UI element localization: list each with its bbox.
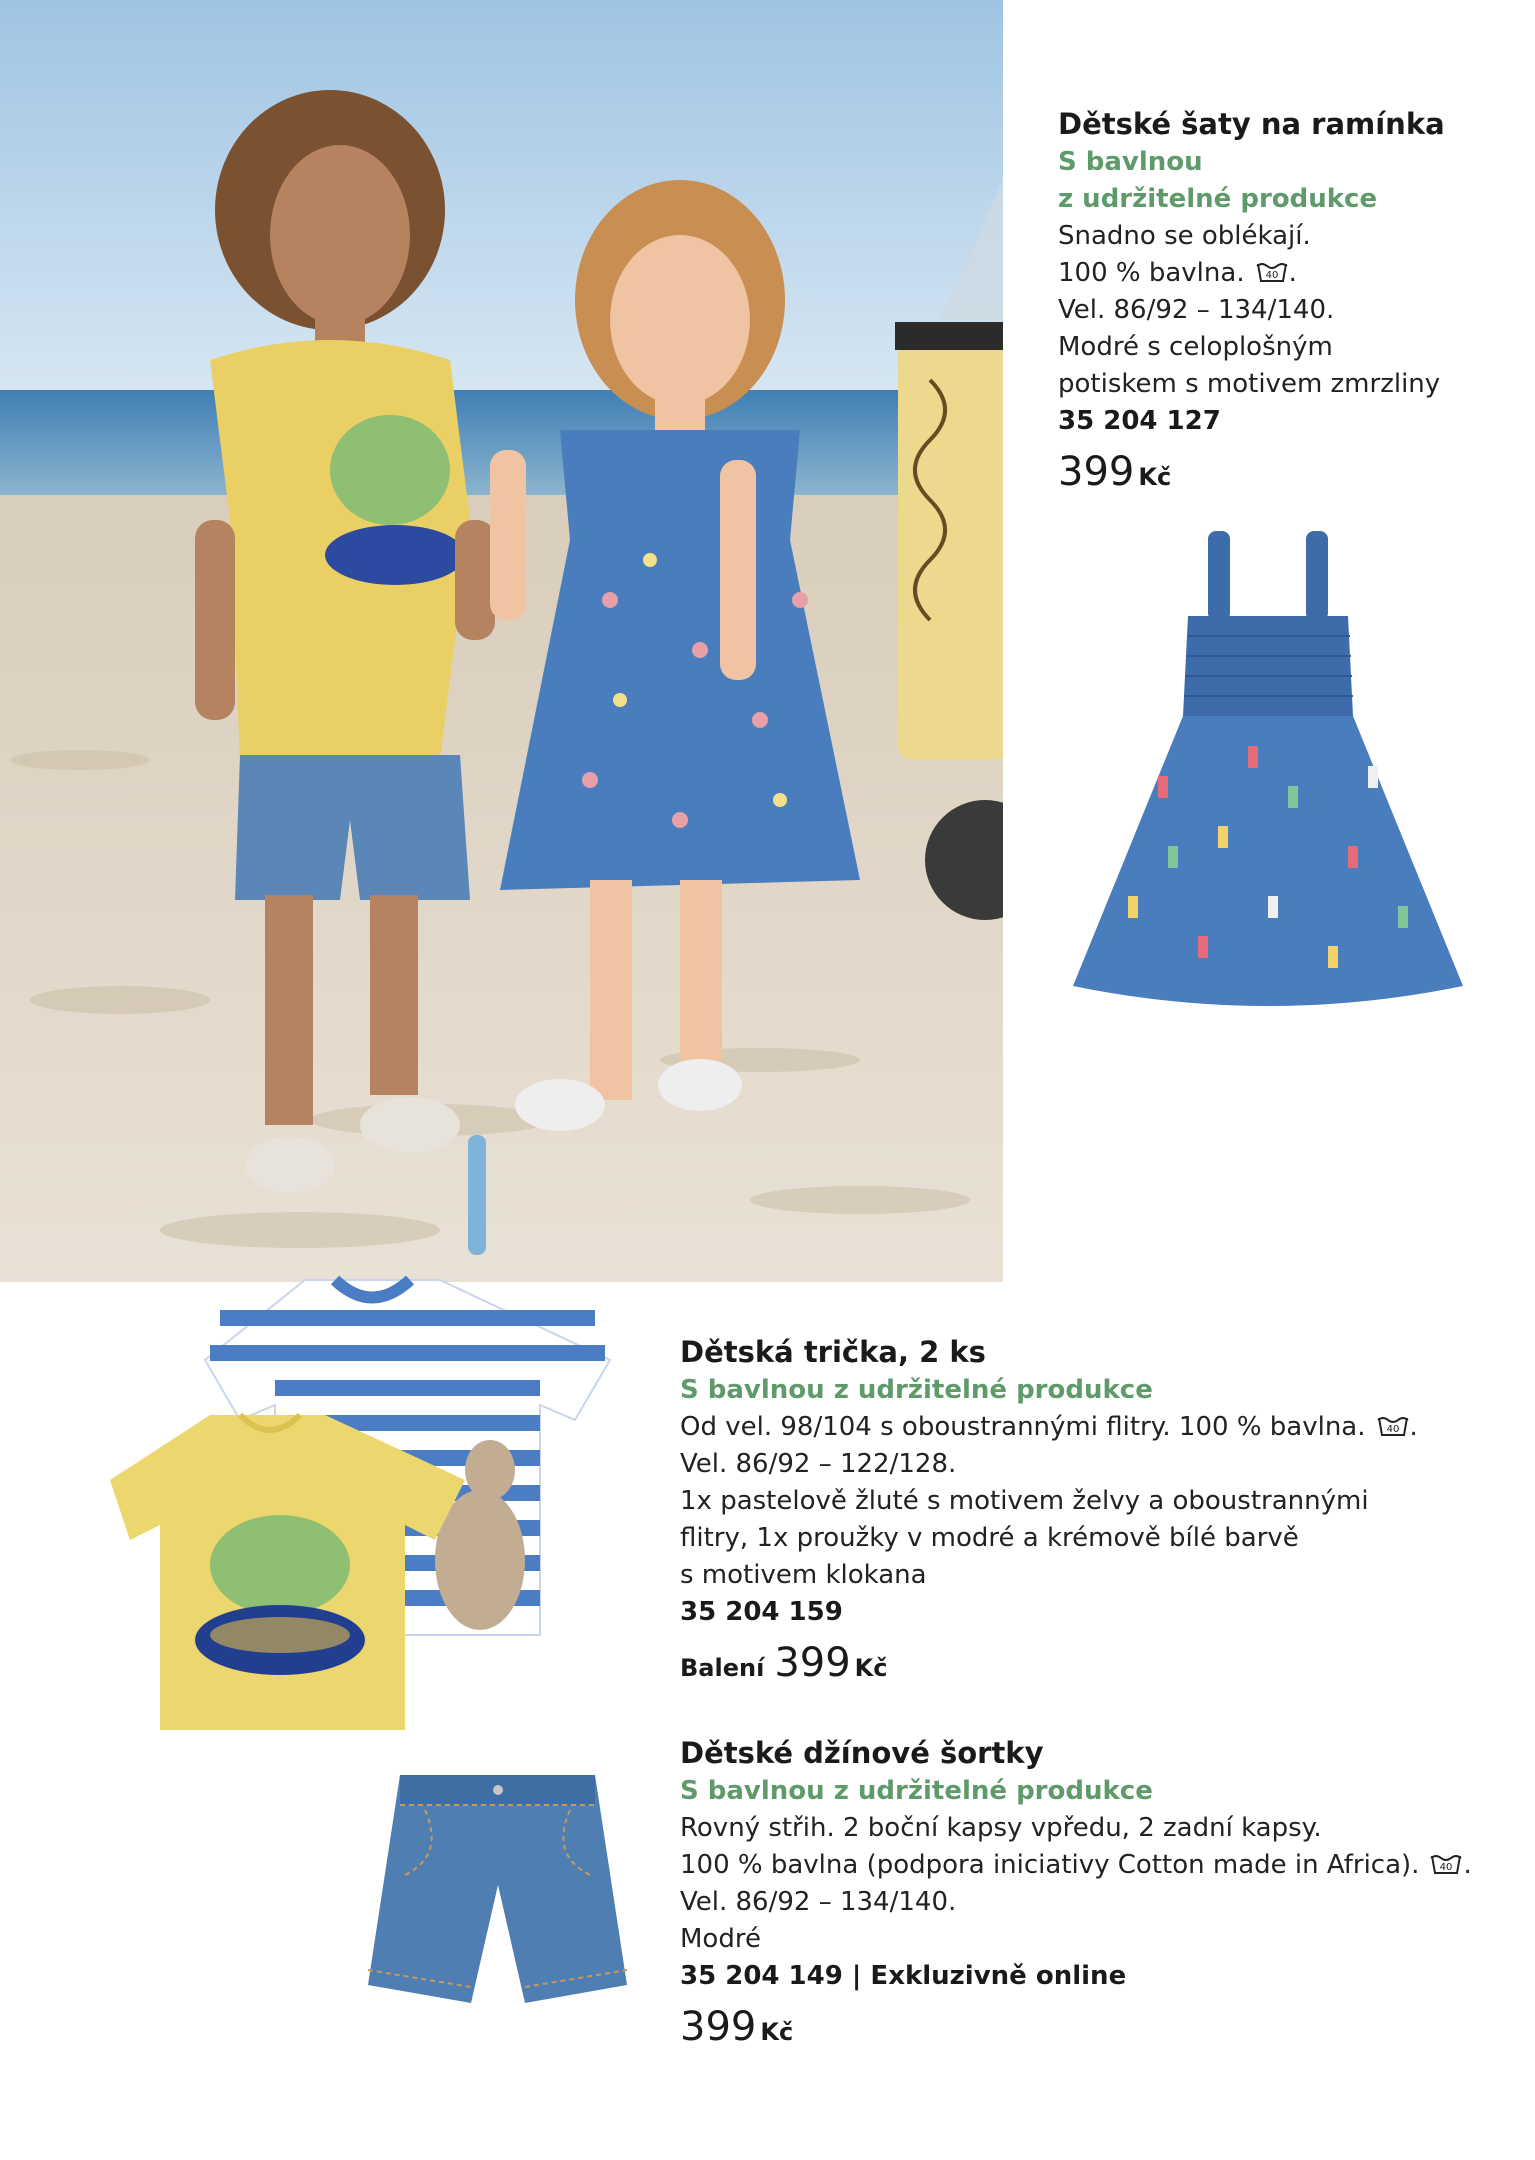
product-color: Modré <box>680 1924 761 1954</box>
wash-icon-label: 40 <box>1386 1424 1399 1435</box>
dress-product-image <box>1068 526 1468 1016</box>
price-currency: Kč <box>760 2018 794 2046</box>
product-price <box>680 2003 1460 2051</box>
product-sizes: Vel. 86/92 – 122/128. <box>680 1449 957 1479</box>
product-subtitle: S bavlnou z udržitelné produkce <box>680 1375 1153 1405</box>
price-prefix: Balení <box>680 1654 765 1682</box>
product-sizes: Vel. 86/92 – 134/140. <box>1058 295 1335 325</box>
price-currency: Kč <box>1138 463 1172 491</box>
price-value: 399 <box>680 2004 757 2050</box>
wash-icon-label: 40 <box>1265 270 1278 281</box>
product-material: 100 % bavlna. 40 . <box>1058 258 1297 288</box>
product-description: Od vel. 98/104 s oboustrannými flitry. 100 % bavlna. 40 . <box>680 1412 1418 1442</box>
product-code: 35 204 159 <box>680 1597 843 1627</box>
tshirts-product-image <box>110 1255 630 1745</box>
product-price <box>1058 448 1498 496</box>
product-description: Snadno se oblékají. <box>1058 221 1311 251</box>
product-price <box>680 1639 1460 1687</box>
price-value: 399 <box>774 1640 851 1686</box>
shovel-illustration <box>468 1135 486 1255</box>
product-dress <box>1058 104 1498 496</box>
beach-scene-illustration <box>0 0 1003 1282</box>
product-description: Rovný střih. 2 boční kapsy vpředu, 2 zadní kapsy. <box>680 1813 1322 1843</box>
product-detail: 1x pastelově žluté s motivem želvy a oboustrannými <box>680 1486 1369 1516</box>
product-subtitle: S bavlnou <box>1058 147 1203 177</box>
product-material: 100 % bavlna (podpora iniciativy Cotton made in Africa). 40 . <box>680 1850 1472 1880</box>
product-color: potiskem s motivem zmrzliny <box>1058 369 1441 399</box>
shorts-product-image <box>365 1765 630 2015</box>
price-currency: Kč <box>854 1654 888 1682</box>
product-detail: s motivem klokana <box>680 1560 927 1590</box>
product-sizes: Vel. 86/92 – 134/140. <box>680 1887 957 1917</box>
hero-photo <box>0 0 1003 1282</box>
product-shorts <box>680 1733 1472 2051</box>
product-title: Dětská trička, 2 ks <box>680 1335 986 1369</box>
product-color: Modré s celoplošným <box>1058 332 1333 362</box>
price-value: 399 <box>1058 449 1135 495</box>
wash-40-icon <box>1376 1412 1410 1436</box>
product-subtitle: z udržitelné produkce <box>1058 184 1378 214</box>
product-subtitle: S bavlnou z udržitelné produkce <box>680 1776 1153 1806</box>
wash-40-icon <box>1255 258 1289 282</box>
product-code: 35 204 127 <box>1058 406 1221 436</box>
product-code: 35 204 149 | Exkluzivně online <box>680 1961 1127 1991</box>
product-title: Dětské šaty na ramínka <box>1058 107 1445 141</box>
product-tshirts <box>680 1332 1460 1687</box>
product-detail: flitry, 1x proužky v modré a krémově bílé barvě <box>680 1523 1299 1553</box>
product-title: Dětské džínové šortky <box>680 1736 1044 1770</box>
wash-icon-label: 40 <box>1440 1862 1453 1873</box>
wash-40-icon <box>1429 1850 1463 1874</box>
